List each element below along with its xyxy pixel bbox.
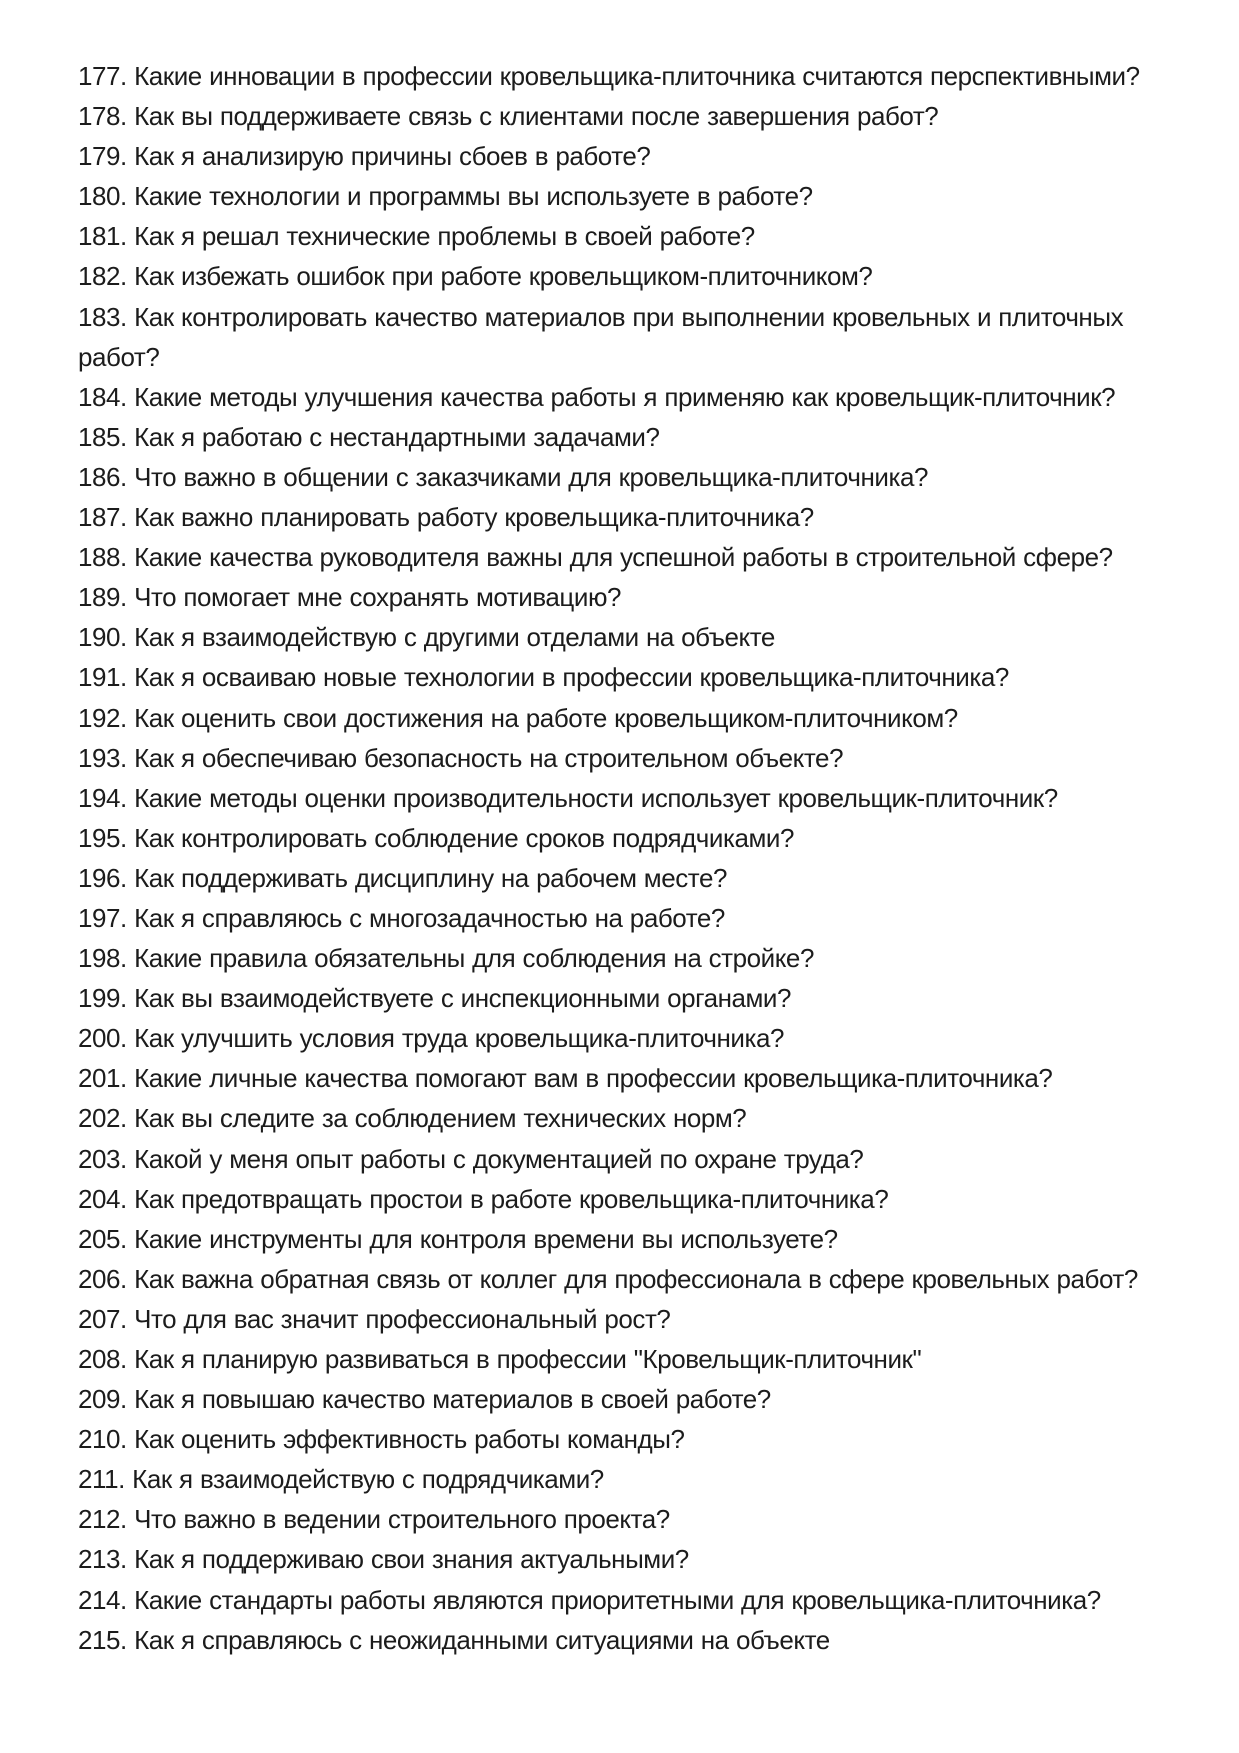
list-item-text: Как улучшить условия труда кровельщика-плиточника? — [134, 1023, 785, 1054]
list-item — [78, 297, 1150, 377]
list-item-text: Какие инновации в профессии кровельщика-плиточника считаются перспективными? — [134, 61, 1140, 91]
list-item-number: 179. — [78, 141, 127, 172]
list-item-number: 211. — [78, 1464, 125, 1495]
list-item — [78, 56, 1150, 96]
list-item-number: 190. — [78, 622, 127, 653]
list-item-text: Как оценить свои достижения на работе кровельщиком-плиточником? — [134, 702, 958, 733]
list-item — [78, 1259, 1150, 1299]
list-item — [78, 136, 1150, 176]
list-item — [78, 96, 1150, 136]
list-item-text: Какие технологии и программы вы используете в работе? — [134, 181, 813, 212]
list-item-text: Какие стандарты работы являются приоритетными для кровельщика-плиточника? — [134, 1584, 1101, 1615]
list-item — [78, 537, 1150, 577]
list-item-text: Как я взаимодействую с другими отделами на объекте — [134, 622, 775, 653]
list-item — [78, 1018, 1150, 1058]
list-item — [78, 738, 1150, 778]
list-item-text: Как я работаю с нестандартными задачами? — [134, 421, 660, 452]
list-item-number: 203. — [78, 1143, 127, 1174]
list-item-text: Как оценить эффективность работы команды? — [134, 1424, 685, 1455]
list-item-text: Как я осваиваю новые технологии в профессии кровельщика-плиточника? — [134, 662, 1009, 693]
list-item-number: 180. — [78, 181, 127, 212]
list-item — [78, 256, 1150, 296]
list-item-number: 183. — [78, 301, 127, 332]
list-item — [78, 1539, 1150, 1579]
list-item — [78, 377, 1150, 417]
list-item — [78, 577, 1150, 617]
list-item — [78, 1620, 1150, 1660]
list-item-number: 177. — [78, 61, 127, 91]
list-item-text: Как поддерживать дисциплину на рабочем месте? — [134, 862, 727, 893]
list-item-text: Что важно в общении с заказчиками для кровельщика-плиточника? — [134, 461, 928, 492]
list-item-number: 188. — [78, 542, 127, 573]
list-item-number: 202. — [78, 1103, 127, 1134]
list-item-number: 215. — [78, 1624, 127, 1655]
list-item-number: 182. — [78, 261, 127, 292]
list-item-text: Как контролировать качество материалов при выполнении кровельных и плиточных работ? — [78, 301, 1124, 372]
list-item — [78, 898, 1150, 938]
list-item — [78, 1179, 1150, 1219]
list-item-text: Как я решал технические проблемы в своей работе? — [134, 221, 755, 252]
list-item-text: Какие инструменты для контроля времени вы используете? — [134, 1223, 838, 1254]
list-item-text: Как я поддерживаю свои знания актуальными? — [134, 1544, 689, 1575]
list-item-number: 178. — [78, 101, 127, 132]
list-item-number: 209. — [78, 1384, 127, 1415]
list-item-text: Как я анализирую причины сбоев в работе? — [134, 141, 651, 172]
list-item-text: Как я справляюсь с многозадачностью на работе? — [134, 902, 725, 933]
list-item — [78, 858, 1150, 898]
list-item-number: 194. — [78, 782, 127, 813]
list-item — [78, 698, 1150, 738]
list-item — [78, 778, 1150, 818]
list-item-number: 214. — [78, 1584, 127, 1615]
list-item — [78, 617, 1150, 657]
list-item — [78, 818, 1150, 858]
question-list — [78, 56, 1150, 1660]
list-item-text: Как избежать ошибок при работе кровельщиком-плиточником? — [134, 261, 873, 292]
list-item — [78, 1139, 1150, 1179]
list-item-number: 207. — [78, 1303, 127, 1334]
list-item — [78, 497, 1150, 537]
list-item-text: Как я обеспечиваю безопасность на строительном объекте? — [134, 742, 844, 773]
list-item-number: 187. — [78, 502, 127, 533]
list-item — [78, 1580, 1150, 1620]
list-item-number: 201. — [78, 1063, 127, 1094]
list-item-number: 197. — [78, 902, 127, 933]
list-item-text: Как вы взаимодействуете с инспекционными органами? — [134, 983, 792, 1014]
list-item-number: 213. — [78, 1544, 127, 1575]
list-item-number: 184. — [78, 381, 127, 412]
list-item — [78, 1219, 1150, 1259]
list-item — [78, 1379, 1150, 1419]
list-item-number: 189. — [78, 582, 127, 613]
list-item — [78, 176, 1150, 216]
list-item-number: 196. — [78, 862, 127, 893]
list-item-number: 186. — [78, 461, 127, 492]
list-item-text: Как я справляюсь с неожиданными ситуациями на объекте — [134, 1624, 830, 1655]
list-item — [78, 1459, 1150, 1499]
list-item — [78, 216, 1150, 256]
list-item — [78, 657, 1150, 697]
list-item-text: Какой у меня опыт работы с документацией по охране труда? — [134, 1143, 864, 1174]
list-item-text: Что помогает мне сохранять мотивацию? — [134, 582, 622, 613]
list-item-number: 195. — [78, 822, 127, 853]
list-item — [78, 1419, 1150, 1459]
list-item-text: Как важно планировать работу кровельщика-плиточника? — [134, 502, 814, 533]
list-item-text: Какие качества руководителя важны для успешной работы в строительной сфере? — [134, 542, 1113, 573]
list-item-text: Что для вас значит профессиональный рост? — [134, 1303, 671, 1334]
list-item-number: 199. — [78, 983, 127, 1014]
list-item-number: 200. — [78, 1023, 127, 1054]
list-item — [78, 1058, 1150, 1098]
list-item — [78, 1098, 1150, 1138]
list-item-text: Как я повышаю качество материалов в своей работе? — [134, 1384, 771, 1415]
list-item — [78, 1499, 1150, 1539]
list-item-number: 210. — [78, 1424, 127, 1455]
list-item-number: 208. — [78, 1344, 127, 1374]
list-item — [78, 1339, 1150, 1379]
list-item-number: 204. — [78, 1183, 127, 1214]
list-item-text: Как важна обратная связь от коллег для профессионала в сфере кровельных работ? — [134, 1263, 1138, 1294]
list-item-number: 193. — [78, 742, 127, 773]
list-item — [78, 938, 1150, 978]
list-item-number: 185. — [78, 421, 127, 452]
list-item-number: 192. — [78, 702, 127, 733]
list-item — [78, 457, 1150, 497]
list-item-text: Что важно в ведении строительного проекта? — [134, 1504, 670, 1535]
list-item-text: Какие личные качества помогают вам в профессии кровельщика-плиточника? — [134, 1063, 1053, 1094]
list-item-number: 191. — [78, 662, 127, 693]
list-item — [78, 417, 1150, 457]
list-item-text: Как вы следите за соблюдением технических норм? — [134, 1103, 747, 1134]
list-item-number: 198. — [78, 943, 127, 974]
list-item-text: Как я планирую развиваться в профессии "Кровельщик-плиточник" — [134, 1344, 922, 1374]
list-item-text: Какие методы оценки производительности использует кровельщик-плиточник? — [134, 782, 1058, 813]
list-item-text: Какие методы улучшения качества работы я применяю как кровельщик-плиточник? — [134, 381, 1116, 412]
list-item-number: 205. — [78, 1223, 127, 1254]
list-item-text: Как я взаимодействую с подрядчиками? — [132, 1464, 604, 1495]
list-item-number: 181. — [78, 221, 127, 252]
list-item-number: 212. — [78, 1504, 127, 1535]
list-item-text: Как предотвращать простои в работе кровельщика-плиточника? — [134, 1183, 889, 1214]
list-item — [78, 1299, 1150, 1339]
list-item-text: Какие правила обязательны для соблюдения на стройке? — [134, 943, 814, 974]
list-item-text: Как контролировать соблюдение сроков подрядчиками? — [134, 822, 794, 853]
list-item-number: 206. — [78, 1263, 127, 1294]
list-item-text: Как вы поддерживаете связь с клиентами после завершения работ? — [134, 101, 939, 132]
list-item — [78, 978, 1150, 1018]
